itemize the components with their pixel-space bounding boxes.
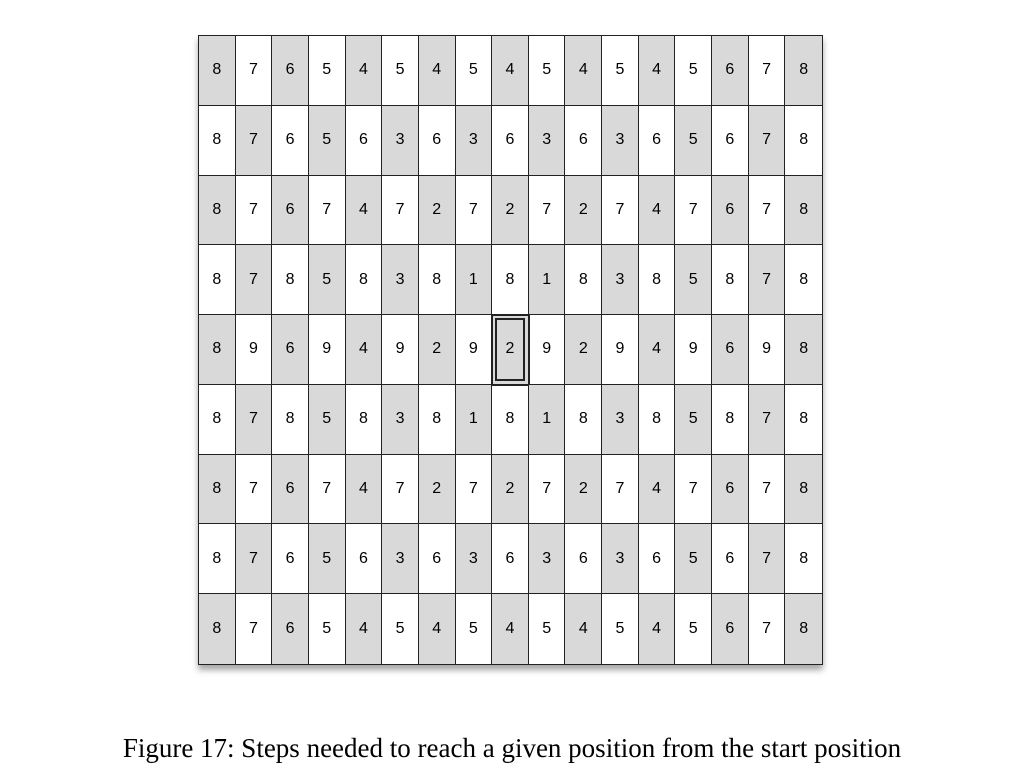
board-cell: 3 <box>529 524 566 594</box>
board-cell: 9 <box>749 315 786 385</box>
board-cell: 7 <box>236 524 273 594</box>
board-cell: 4 <box>565 36 602 106</box>
board-cell: 8 <box>199 594 236 664</box>
board-cell: 3 <box>456 106 493 176</box>
board-cell: 6 <box>419 524 456 594</box>
board-cell: 8 <box>419 385 456 455</box>
board-cell: 6 <box>272 106 309 176</box>
board-cell: 3 <box>529 106 566 176</box>
board-cell: 8 <box>199 455 236 525</box>
board-cell: 4 <box>419 594 456 664</box>
board-cell: 4 <box>492 594 529 664</box>
board-cell: 1 <box>529 245 566 315</box>
board-cell: 5 <box>309 385 346 455</box>
board-cell: 6 <box>272 455 309 525</box>
board-cell: 5 <box>309 524 346 594</box>
board-cell: 8 <box>712 385 749 455</box>
board-cell: 7 <box>749 245 786 315</box>
board-cell: 7 <box>236 455 273 525</box>
board-cell: 2 <box>492 176 529 246</box>
board-cell: 8 <box>492 385 529 455</box>
board-cell: 6 <box>712 524 749 594</box>
board-cell: 8 <box>785 36 822 106</box>
board-cell: 7 <box>675 455 712 525</box>
board-cell: 3 <box>602 106 639 176</box>
board-cell: 8 <box>785 455 822 525</box>
board-cell: 8 <box>785 106 822 176</box>
board-cell: 9 <box>236 315 273 385</box>
board-cell: 9 <box>529 315 566 385</box>
board-cell: 4 <box>639 176 676 246</box>
board-cell: 5 <box>529 594 566 664</box>
board-cell: 1 <box>529 385 566 455</box>
board-cell: 6 <box>712 455 749 525</box>
board-cell: 7 <box>309 176 346 246</box>
board-cell: 5 <box>309 594 346 664</box>
board-cell: 1 <box>456 385 493 455</box>
board-cell: 7 <box>236 245 273 315</box>
board-cell: 5 <box>602 594 639 664</box>
board-cell: 3 <box>456 524 493 594</box>
board-cell: 7 <box>675 176 712 246</box>
board-cell: 6 <box>492 524 529 594</box>
board-cell: 6 <box>419 106 456 176</box>
board-cell: 8 <box>419 245 456 315</box>
board-cell: 8 <box>199 245 236 315</box>
board-cell: 8 <box>272 245 309 315</box>
board-cell: 2 <box>565 455 602 525</box>
board-cell: 7 <box>456 455 493 525</box>
board-cell: 8 <box>199 315 236 385</box>
board-cell: 7 <box>236 594 273 664</box>
board-cell: 6 <box>565 524 602 594</box>
board-cell: 8 <box>785 594 822 664</box>
board-cell: 5 <box>602 36 639 106</box>
board-cell: 8 <box>346 385 383 455</box>
board-cell: 5 <box>675 106 712 176</box>
board-cell: 8 <box>199 106 236 176</box>
board-cell: 7 <box>602 455 639 525</box>
board-cell: 9 <box>602 315 639 385</box>
board-cell: 7 <box>456 176 493 246</box>
board-cell: 7 <box>602 176 639 246</box>
board-cell: 4 <box>419 36 456 106</box>
board-cell: 8 <box>199 524 236 594</box>
board-cell: 6 <box>565 106 602 176</box>
board-cell: 6 <box>272 176 309 246</box>
board-cell: 7 <box>749 594 786 664</box>
board-cell: 8 <box>785 245 822 315</box>
board-cell: 7 <box>749 176 786 246</box>
board-cell: 5 <box>456 594 493 664</box>
board-cell: 5 <box>675 36 712 106</box>
board-cell: 2 <box>419 455 456 525</box>
board-cell: 5 <box>675 385 712 455</box>
board-cell: 8 <box>272 385 309 455</box>
board-cell: 4 <box>346 455 383 525</box>
start-position-cell: 2 <box>492 315 529 385</box>
board-cell: 8 <box>712 245 749 315</box>
board-cell: 5 <box>309 106 346 176</box>
board-cell: 6 <box>272 315 309 385</box>
board-cell: 8 <box>199 36 236 106</box>
board-cell: 7 <box>749 455 786 525</box>
board-cell: 6 <box>272 594 309 664</box>
board-cell: 4 <box>346 36 383 106</box>
board-cell: 3 <box>602 524 639 594</box>
board-cell: 8 <box>565 245 602 315</box>
board-cell: 3 <box>382 106 419 176</box>
board-cell: 4 <box>639 594 676 664</box>
board-cell: 6 <box>272 524 309 594</box>
board-cell: 7 <box>236 176 273 246</box>
board-cell: 8 <box>492 245 529 315</box>
board-cell: 3 <box>602 245 639 315</box>
board-cell: 7 <box>236 106 273 176</box>
board-cell: 6 <box>639 524 676 594</box>
board-cell: 5 <box>675 245 712 315</box>
board-cell: 5 <box>675 524 712 594</box>
board-cell: 5 <box>382 594 419 664</box>
figure-caption: Figure 17: Steps needed to reach a given position from the start position <box>122 733 902 763</box>
board-cell: 6 <box>712 594 749 664</box>
board-cell: 6 <box>639 106 676 176</box>
board-cell: 7 <box>749 524 786 594</box>
board-cell: 5 <box>675 594 712 664</box>
board-cell: 6 <box>712 315 749 385</box>
board-cell: 7 <box>749 36 786 106</box>
board-cell: 8 <box>785 315 822 385</box>
board-cell: 9 <box>309 315 346 385</box>
board-cell: 3 <box>382 524 419 594</box>
board-cell: 7 <box>529 176 566 246</box>
board-cell: 8 <box>639 245 676 315</box>
board-cell: 4 <box>565 594 602 664</box>
board-cell: 3 <box>382 245 419 315</box>
board-cell: 6 <box>346 524 383 594</box>
board-cell: 7 <box>529 455 566 525</box>
board-cell: 7 <box>236 385 273 455</box>
board-cell: 5 <box>529 36 566 106</box>
board-cell: 2 <box>565 176 602 246</box>
board-cell: 5 <box>382 36 419 106</box>
step-count-board <box>198 35 823 665</box>
board-cell: 8 <box>785 385 822 455</box>
board-cell: 4 <box>492 36 529 106</box>
board-cell: 6 <box>272 36 309 106</box>
board-cell: 8 <box>199 176 236 246</box>
board-cell: 4 <box>346 315 383 385</box>
board-cell: 8 <box>785 176 822 246</box>
board-cell: 2 <box>492 455 529 525</box>
board-cell: 7 <box>236 36 273 106</box>
board-cell: 7 <box>382 176 419 246</box>
board-cell: 5 <box>309 36 346 106</box>
board-cell: 8 <box>199 385 236 455</box>
board-cell: 2 <box>419 315 456 385</box>
board-cell: 6 <box>492 106 529 176</box>
board-cell: 4 <box>639 455 676 525</box>
board-cell: 9 <box>382 315 419 385</box>
board-cell: 6 <box>712 36 749 106</box>
board-cell: 9 <box>456 315 493 385</box>
board-cell: 7 <box>749 385 786 455</box>
board-cell: 5 <box>309 245 346 315</box>
board-cell: 2 <box>565 315 602 385</box>
board-cell: 1 <box>456 245 493 315</box>
board-cell: 6 <box>712 176 749 246</box>
board-cell: 7 <box>749 106 786 176</box>
board-cell: 4 <box>346 176 383 246</box>
board-cell: 9 <box>675 315 712 385</box>
board-cell: 8 <box>565 385 602 455</box>
board-cell: 8 <box>346 245 383 315</box>
board-cell: 6 <box>346 106 383 176</box>
board-cell: 4 <box>639 36 676 106</box>
board-cell: 6 <box>712 106 749 176</box>
board-cell: 3 <box>382 385 419 455</box>
board-cell: 8 <box>785 524 822 594</box>
board-cell: 8 <box>639 385 676 455</box>
board-cell: 2 <box>419 176 456 246</box>
board-cell: 5 <box>456 36 493 106</box>
board-cell: 4 <box>639 315 676 385</box>
board-cell: 7 <box>382 455 419 525</box>
board-cell: 4 <box>346 594 383 664</box>
board-cell: 3 <box>602 385 639 455</box>
board-cell: 7 <box>309 455 346 525</box>
